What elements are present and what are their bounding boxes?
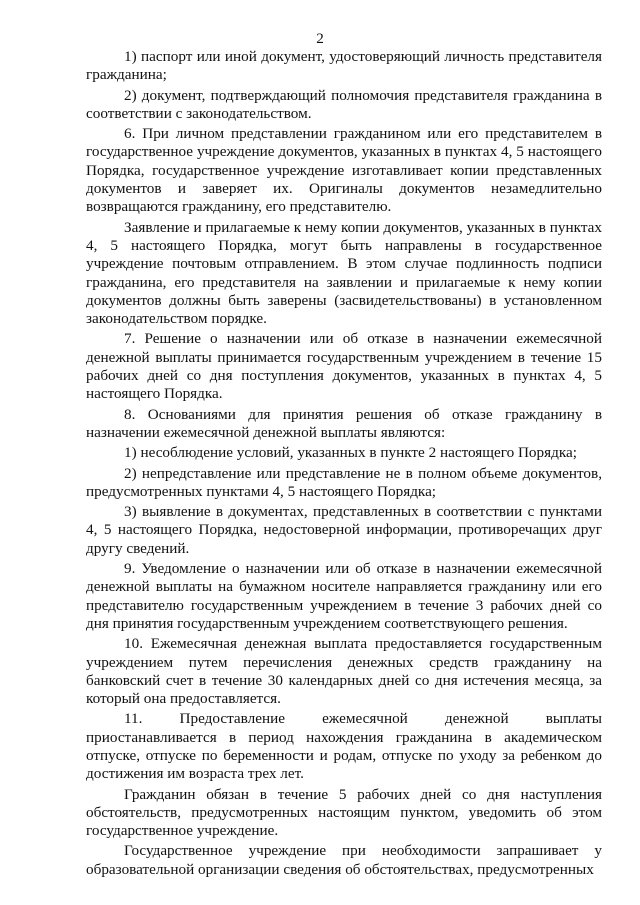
page-number: 2 [316,30,324,47]
paragraph-section-11: 11. Предоставление ежемесячной денежной выплаты приостанавливается в период нахождения гражданина в академическом отпуске, отпуске по беременности и родам, отпуске по уходу за ребенком до достижения им возраста трех лет. [86,710,602,783]
paragraph-postal-submission: Заявление и прилагаемые к нему копии документов, указанных в пунктах 4, 5 настоящего Порядка, могут быть направлены в государственное учреждение почтовым отправлением. В этом случае подлинность подписи гражданина, его представителя на заявлении и прилагаемые к нему копии документов должны быть заверены (засвидетельствованы) в установленном законодательством порядке. [86,218,602,328]
document-body [86,48,602,881]
paragraph-item-1: 1) паспорт или иной документ, удостоверяющий личность представителя гражданина; [86,48,602,84]
paragraph-refusal-reason-1: 1) несоблюдение условий, указанных в пункте 2 настоящего Порядка; [124,444,577,462]
paragraph-citizen-obligation: Гражданин обязан в течение 5 рабочих дней со дня наступления обстоятельств, предусмотренных настоящим пунктом, уведомить об этом государственное учреждение. [86,785,602,840]
paragraph-section-6: 6. При личном представлении гражданином или его представителем в государственное учреждение документов, указанных в пунктах 4, 5 настоящего Порядка, государственное учреждение изготавливает копии представленных документов и заверяет их. Оригиналы документов незамедлительно возвращаются гражданину, его представителю. [86,125,602,216]
paragraph-refusal-reason-2: 2) непредставление или представление не в полном объеме документов, предусмотренных пунктами 4, 5 настоящего Порядка; [86,464,602,500]
paragraph-section-7: 7. Решение о назначении или об отказе в назначении ежемесячной денежной выплаты принимается государственным учреждением в течение 15 рабочих дней со дня поступления документов, указанных в пунктах 4, 5 настоящего Порядка. [86,330,602,403]
paragraph-refusal-reason-3: 3) выявление в документах, представленных в соответствии с пунктами 4, 5 настоящего Порядка, недостоверной информации, противоречащих друг другу сведений. [86,503,602,557]
paragraph-section-8: 8. Основаниями для принятия решения об отказе гражданину в назначении ежемесячной денежной выплаты являются: [86,405,602,441]
paragraph-section-9: 9. Уведомление о назначении или об отказе в назначении ежемесячной денежной выплаты на бумажном носителе направляется гражданину или его представителю государственным учреждением в течение 3 рабочих дней со дня принятия государственным учреждением соответствующего решения. [86,560,602,632]
paragraph-section-10: 10. Ежемесячная денежная выплата предоставляется государственным учреждением путем перечисления денежных средств гражданину на банковский счет в течение 30 календарных дней со дня истечения месяца, за который она предоставляется. [86,635,602,708]
paragraph-institution-request: Государственное учреждение при необходимости запрашивает у образовательной организации сведения об обстоятельствах, предусмотренных [86,842,602,878]
paragraph-item-2: 2) документ, подтверждающий полномочия представителя гражданина в соответствии с законодательством. [86,86,602,122]
